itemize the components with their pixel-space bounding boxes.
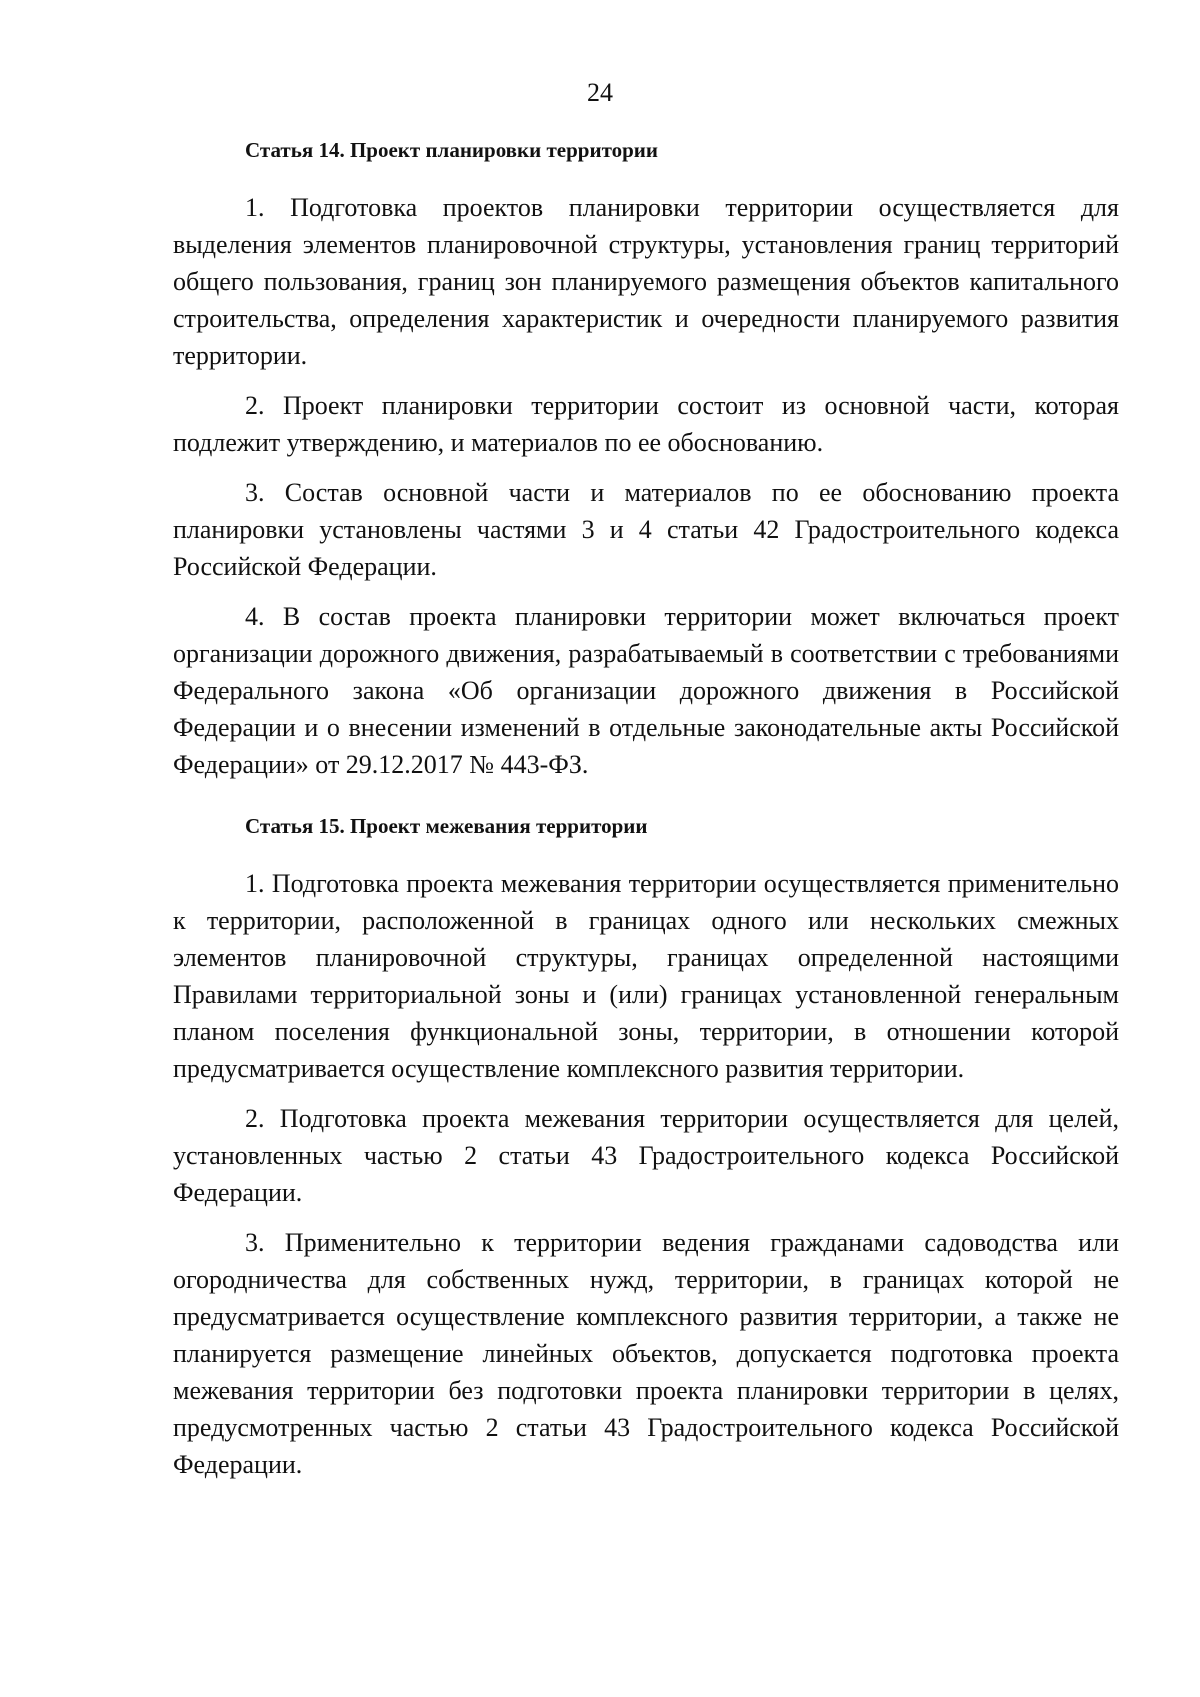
article-paragraph: 4. В состав проекта планировки территории может включаться проект организации дорожного движения, разрабатываемый в соответствии с требованиями Федерального закона «Об организации дорожного движения в Российской Федерации и о внесении изменений в отдельные законодательные акты Российской Федерации» от 29.12.2017 № 443-ФЗ. (173, 602, 1119, 779)
article-paragraph: 1. Подготовка проекта межевания территории осуществляется применительно к территории, расположенной в границах одного или нескольких смежных элементов планировочной структуры, границах определенной настоящими Правилами территориальной зоны и (или) границах установленной генеральным планом поселения функциональной зоны, территории, в отношении которой предусматривается осуществление комплексного развития территории. (173, 869, 1119, 1083)
article-15 (173, 811, 1119, 1483)
article-paragraph: 3. Состав основной части и материалов по ее обоснованию проекта планировки установлены частями 3 и 4 статьи 42 Градостроительного кодекса Российской Федерации. (173, 478, 1119, 581)
article-paragraph: 3. Применительно к территории ведения гражданами садоводства или огородничества для собственных нужд, территории, в границах которой не предусматривается осуществление комплексного развития территории, а также не планируется размещение линейных объектов, допускается подготовка проекта межевания территории без подготовки проекта планировки территории в целях, предусмотренных частью 2 статьи 43 Градостроительного кодекса Российской Федерации. (173, 1228, 1119, 1479)
article-paragraph: 1. Подготовка проектов планировки территории осуществляется для выделения элементов планировочной структуры, установления границ территорий общего пользования, границ зон планируемого размещения объектов капитального строительства, определения характеристик и очередности планируемого развития территории. (173, 193, 1119, 370)
article-paragraph: 2. Проект планировки территории состоит из основной части, которая подлежит утверждению, и материалов по ее обоснованию. (173, 391, 1119, 457)
article-paragraph: 2. Подготовка проекта межевания территории осуществляется для целей, установленных частью 2 статьи 43 Градостроительного кодекса Российской Федерации. (173, 1104, 1119, 1207)
page-number: 24 (587, 78, 613, 107)
article-heading: Статья 15. Проект межевания территории (245, 814, 648, 838)
document-body (173, 135, 1119, 1496)
article-heading: Статья 14. Проект планировки территории (245, 138, 658, 162)
article-14 (173, 135, 1119, 783)
